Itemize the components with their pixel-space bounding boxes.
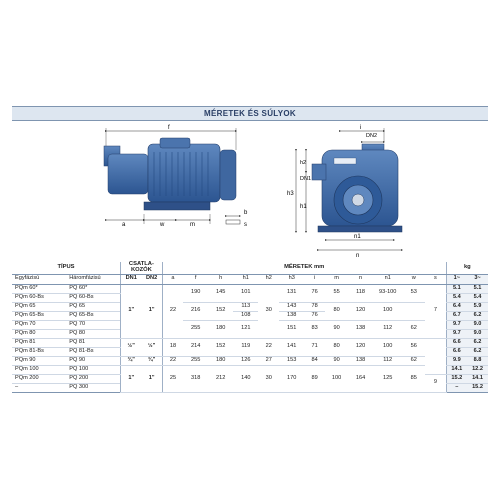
row-single: – bbox=[12, 383, 66, 392]
cell-h: 180 bbox=[208, 320, 233, 338]
dim-a-label: a bbox=[122, 222, 126, 228]
row-three: PQ 60-Bs bbox=[66, 293, 120, 302]
dim-m-label: m bbox=[190, 222, 195, 228]
section-banner: MÉRETEK ÉS SÚLYOK bbox=[12, 106, 488, 121]
row-three: PQ 70 bbox=[66, 320, 120, 329]
cell-n1: 112 bbox=[373, 320, 402, 338]
cell-h3: 131 bbox=[279, 284, 304, 302]
dim-h1-label: h1 bbox=[300, 204, 307, 210]
cell-f: 214 bbox=[183, 338, 208, 356]
cell-m: 100 bbox=[325, 365, 348, 392]
dimensions-table bbox=[12, 262, 488, 393]
dim-h2-label: h2 bbox=[300, 160, 307, 166]
cell-n1: 93-100 bbox=[373, 284, 402, 302]
row-single: PQm 80 bbox=[12, 329, 66, 338]
row-three: PQ 65-Bs bbox=[66, 311, 120, 320]
row-single: PQm 81 bbox=[12, 338, 66, 347]
dimension-drawing bbox=[0, 120, 500, 260]
row-k1: – bbox=[446, 383, 467, 392]
header-egyfazisu: Egyfázisú bbox=[12, 274, 66, 284]
header-n: n bbox=[348, 274, 373, 284]
header-h1: h1 bbox=[233, 274, 258, 284]
cell-h3: 170 bbox=[279, 365, 304, 392]
cell-w bbox=[402, 302, 425, 320]
cell-h: 180 bbox=[208, 356, 233, 365]
cell-i: 76 bbox=[304, 284, 325, 302]
cell-n: 138 bbox=[348, 320, 373, 338]
cell-h: 152 bbox=[208, 338, 233, 356]
row-three: PQ 81-Bs bbox=[66, 347, 120, 356]
header-i: i bbox=[304, 274, 325, 284]
cell-n: 118 bbox=[348, 284, 373, 302]
row-k1: 6.7 bbox=[446, 311, 467, 320]
row-k1: 6.6 bbox=[446, 347, 467, 356]
row-single: PQm 60* bbox=[12, 284, 66, 293]
row-k3: 5.9 bbox=[467, 302, 488, 311]
cell-w: 62 bbox=[402, 356, 425, 365]
cell-dn2: ½" bbox=[141, 338, 162, 356]
row-k1: 9.7 bbox=[446, 329, 467, 338]
row-k3: 6.2 bbox=[467, 347, 488, 356]
header-k1: 1~ bbox=[446, 274, 467, 284]
cell-h2: 22 bbox=[258, 338, 279, 356]
dim-b-label: b bbox=[244, 210, 248, 216]
cell-h: 152 bbox=[208, 302, 233, 320]
row-single: PQm 60-Bs bbox=[12, 293, 66, 302]
row-k1: 5.4 bbox=[446, 293, 467, 302]
row-k3: 14.1 bbox=[467, 374, 488, 383]
row-three: PQ 90 bbox=[66, 356, 120, 365]
cell-n1: 125 bbox=[373, 365, 402, 392]
row-single: PQm 81-Bs bbox=[12, 347, 66, 356]
row-k1: 6.4 bbox=[446, 302, 467, 311]
cell-a: 18 bbox=[162, 338, 183, 356]
cell-h2: 30 bbox=[258, 284, 279, 338]
cell-dn2: 1" bbox=[141, 284, 162, 338]
cell-n: 138 bbox=[348, 356, 373, 365]
row-single: PQm 70 bbox=[12, 320, 66, 329]
dim-s-label: s bbox=[244, 222, 247, 228]
front-view bbox=[287, 125, 402, 259]
cell-h1: 121 bbox=[233, 320, 258, 338]
dim-w-label: w bbox=[160, 222, 165, 228]
row-three: PQ 60* bbox=[66, 284, 120, 293]
cell-h3: 153 bbox=[279, 356, 304, 365]
row-k1: 15.2 bbox=[446, 374, 467, 383]
row-k3: 6.2 bbox=[467, 311, 488, 320]
cell-n: 164 bbox=[348, 365, 373, 392]
cell-h2: 27 bbox=[258, 356, 279, 365]
header-s: s bbox=[425, 274, 446, 284]
row-k3: 5.1 bbox=[467, 284, 488, 293]
cell-n: 120 bbox=[348, 338, 373, 356]
cell-s: 7 bbox=[425, 284, 446, 338]
row-k1: 5.1 bbox=[446, 284, 467, 293]
row-three: PQ 81 bbox=[66, 338, 120, 347]
row-k3: 5.4 bbox=[467, 293, 488, 302]
row-three: PQ 100 bbox=[66, 365, 120, 374]
cell-n1: 112 bbox=[373, 356, 402, 365]
row-k3: 15.2 bbox=[467, 383, 488, 392]
cell-h3: 151 bbox=[279, 320, 304, 338]
cell-dn2: ¾" bbox=[141, 356, 162, 365]
header-kg: kg bbox=[446, 262, 488, 274]
cell-dn2: 1" bbox=[141, 365, 162, 392]
row-single: PQm 90 bbox=[12, 356, 66, 365]
cell-dn1: 1" bbox=[121, 365, 142, 392]
cell-h1: 119 bbox=[233, 338, 258, 356]
dim-h3-label: h3 bbox=[287, 191, 294, 197]
cell-i: 83 bbox=[304, 320, 325, 338]
header-m: m bbox=[325, 274, 348, 284]
row-single: PQm 65 bbox=[12, 302, 66, 311]
cell-f: 216 bbox=[183, 302, 208, 320]
row-k3: 9.0 bbox=[467, 329, 488, 338]
cell-w: 53 bbox=[402, 284, 425, 302]
header-meretek: MÉRETEK mm bbox=[162, 262, 446, 274]
cell-dn1: ¾" bbox=[121, 356, 142, 365]
cell-a: 22 bbox=[162, 284, 183, 338]
header-a: a bbox=[162, 274, 183, 284]
cell-h1: 140 bbox=[233, 365, 258, 392]
dim-dn2-label: DN2 bbox=[366, 133, 378, 139]
cell-f: 255 bbox=[183, 320, 208, 338]
cell-m: 80 bbox=[325, 302, 348, 320]
row-single: PQm 65-Bs bbox=[12, 311, 66, 320]
cell-n1: 100 bbox=[373, 338, 402, 356]
cell-i: 71 bbox=[304, 338, 325, 356]
row-three: PQ 300 bbox=[66, 383, 120, 392]
cell-n1: 100 bbox=[373, 302, 402, 320]
header-dn2: DN2 bbox=[141, 274, 162, 284]
header-h2: h2 bbox=[258, 274, 279, 284]
cell-h: 145 bbox=[208, 284, 233, 302]
cell-h: 212 bbox=[208, 365, 233, 392]
header-w: w bbox=[402, 274, 425, 284]
header-h: h bbox=[208, 274, 233, 284]
cell-s bbox=[425, 338, 446, 374]
header-haromfazisu: Háromfázisú bbox=[66, 274, 120, 284]
dim-n-label: n bbox=[356, 253, 360, 259]
cell-n: 120 bbox=[348, 302, 373, 320]
cell-dn1: ½" bbox=[121, 338, 142, 356]
cell-i: 89 bbox=[304, 365, 325, 392]
cell-h1: 113 bbox=[233, 302, 258, 311]
row-k1: 6.6 bbox=[446, 338, 467, 347]
row-single: PQm 200 bbox=[12, 374, 66, 383]
cell-s: 9 bbox=[425, 374, 446, 392]
dim-n1-label: n1 bbox=[354, 234, 361, 240]
cell-w: 56 bbox=[402, 338, 425, 356]
cell-h1: 108 bbox=[233, 311, 258, 320]
cell-h3: 138 bbox=[279, 311, 304, 320]
header-n1: n1 bbox=[373, 274, 402, 284]
cell-h1: 101 bbox=[233, 284, 258, 302]
cell-i: 78 bbox=[304, 302, 325, 311]
side-view bbox=[104, 125, 248, 228]
row-k3: 8.8 bbox=[467, 356, 488, 365]
cell-f: 255 bbox=[183, 356, 208, 365]
row-single: PQm 100 bbox=[12, 365, 66, 374]
cell-m: 90 bbox=[325, 356, 348, 365]
header-f: f bbox=[183, 274, 208, 284]
cell-m: 80 bbox=[325, 338, 348, 356]
header-k3: 3~ bbox=[467, 274, 488, 284]
row-k1: 9.9 bbox=[446, 356, 467, 365]
cell-i: 84 bbox=[304, 356, 325, 365]
header-dn1: DN1 bbox=[121, 274, 142, 284]
cell-h2: 30 bbox=[258, 365, 279, 392]
row-three: PQ 65 bbox=[66, 302, 120, 311]
row-k3: 9.0 bbox=[467, 320, 488, 329]
cell-i: 76 bbox=[304, 311, 325, 320]
cell-m: 55 bbox=[325, 284, 348, 302]
dim-i-label: i bbox=[360, 125, 362, 131]
row-k3: 12.2 bbox=[467, 365, 488, 374]
cell-a: 22 bbox=[162, 356, 183, 365]
cell-w: 62 bbox=[402, 320, 425, 338]
header-h3: h3 bbox=[279, 274, 304, 284]
row-three: PQ 200 bbox=[66, 374, 120, 383]
cell-h1: 126 bbox=[233, 356, 258, 365]
header-csatlakozok: CSATLA- KOZÓK bbox=[121, 262, 163, 274]
cell-h3: 143 bbox=[279, 302, 304, 311]
header-tipus: TÍPUS bbox=[12, 262, 121, 274]
dim-dn1-label: DN1 bbox=[300, 176, 312, 182]
cell-m: 90 bbox=[325, 320, 348, 338]
row-k3: 6.2 bbox=[467, 338, 488, 347]
cell-w: 85 bbox=[402, 365, 425, 392]
row-three: PQ 80 bbox=[66, 329, 120, 338]
row-k1: 14.1 bbox=[446, 365, 467, 374]
cell-dn1: 1" bbox=[121, 284, 142, 338]
cell-a: 25 bbox=[162, 365, 183, 392]
cell-h3: 141 bbox=[279, 338, 304, 356]
cell-f: 190 bbox=[183, 284, 208, 302]
cell-f: 318 bbox=[183, 365, 208, 392]
row-k1: 9.7 bbox=[446, 320, 467, 329]
dim-f-label: f bbox=[168, 125, 170, 131]
